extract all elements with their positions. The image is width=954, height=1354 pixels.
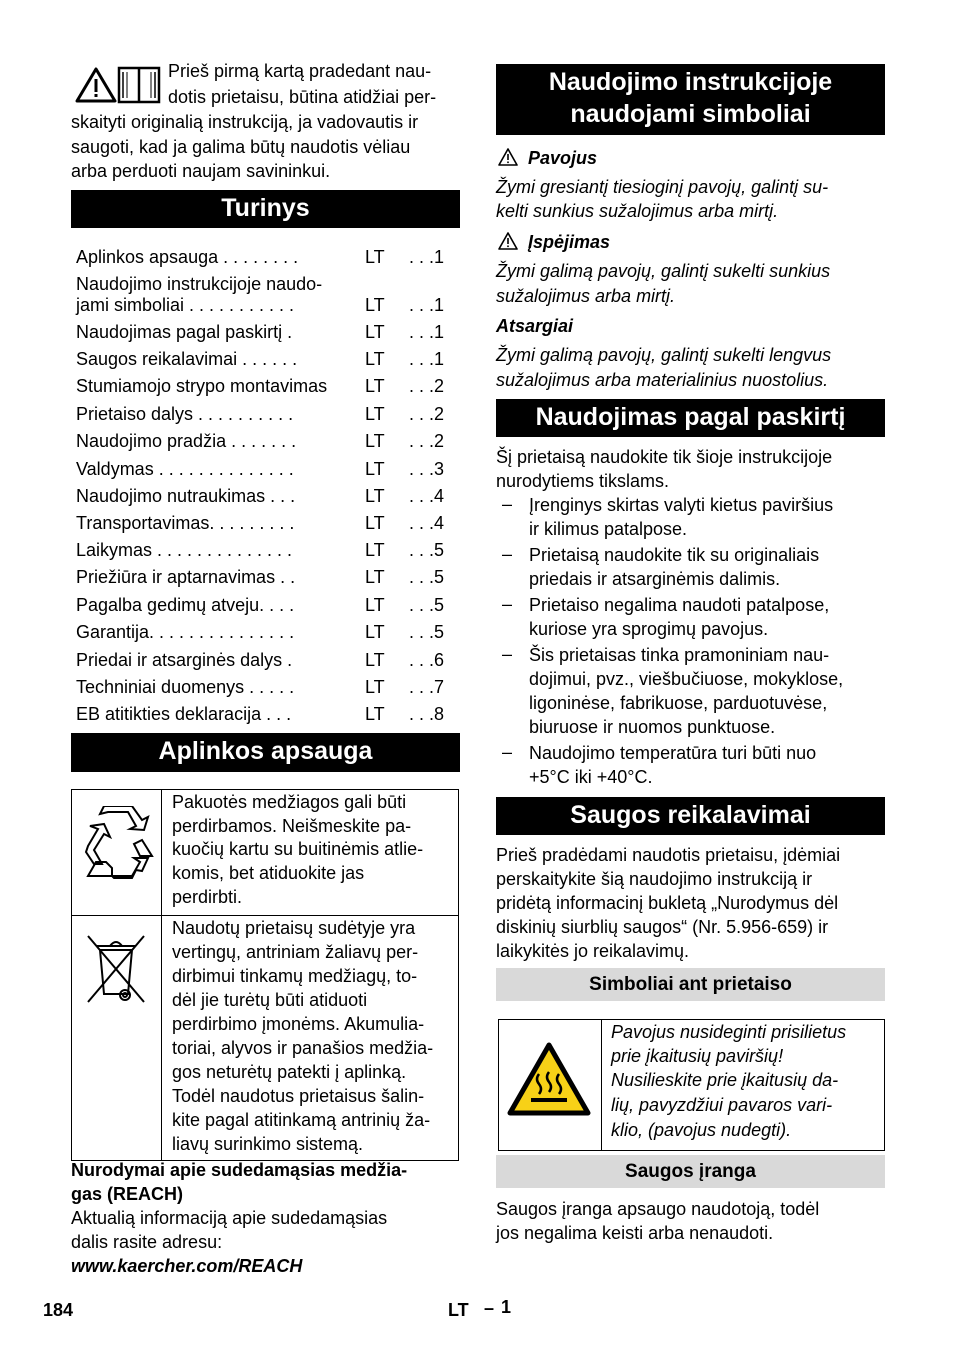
reach-title: Nurodymai apie sudedamąsias medžia- bbox=[71, 1160, 408, 1180]
toc-page: . . .3 bbox=[409, 459, 445, 479]
safety-intro: diskinių siurblių saugos“ (Nr. 5.956-659) ir bbox=[496, 917, 829, 937]
toc-page: . . .1 bbox=[409, 322, 445, 342]
list-bullet: – bbox=[502, 494, 513, 514]
intro-line: Prieš pirmą kartą pradedant nau- bbox=[168, 61, 432, 81]
warning-label: Įspėjimas bbox=[528, 232, 611, 252]
danger-label: Pavojus bbox=[528, 148, 598, 168]
toc-title: EB atitikties deklaracija . . . bbox=[76, 704, 292, 724]
toc-lang: LT bbox=[365, 247, 385, 267]
warning-triangle-icon bbox=[75, 67, 117, 103]
list-bullet: – bbox=[502, 594, 513, 614]
toc-row[interactable] bbox=[76, 401, 456, 428]
toc-title: Priedai ir atsarginės dalys . bbox=[76, 650, 293, 670]
toc-page: . . .2 bbox=[409, 431, 445, 451]
toc-page: . . .1 bbox=[409, 295, 445, 315]
toc-title: jami simboliai . . . . . . . . . . . bbox=[76, 295, 295, 315]
footer-separator: – bbox=[484, 1298, 495, 1318]
toc-row[interactable] bbox=[76, 701, 456, 728]
purpose-intro: Šį prietaisą naudokite tik šioje instrukcijoje bbox=[496, 447, 833, 467]
toc-row[interactable] bbox=[76, 346, 456, 373]
toc-title: Priežiūra ir aptarnavimas . . bbox=[76, 567, 296, 587]
hot-surface-warning-icon bbox=[507, 1042, 591, 1116]
toc-page: . . .6 bbox=[409, 650, 445, 670]
purpose-intro: nurodytiems tikslams. bbox=[496, 471, 670, 491]
safety-intro: Prieš pradėdami naudotis prietaisu, įdėmiai bbox=[496, 845, 841, 865]
intro-line: arba perduoti naujam savininkui. bbox=[71, 161, 331, 181]
danger-text: Žymi gresiantį tiesioginį pavojų, galintį su- bbox=[496, 177, 829, 197]
environment-heading: Aplinkos apsauga bbox=[71, 733, 460, 772]
symbols-heading-line: naudojami simboliai bbox=[570, 100, 811, 128]
env-text: dėl jie turėtų būti atiduoti bbox=[172, 990, 368, 1010]
toc-lang: LT bbox=[365, 376, 385, 396]
hot-text: prie įkaitusių paviršių! bbox=[611, 1046, 784, 1066]
toc-lang: LT bbox=[365, 595, 385, 615]
toc-page: . . .1 bbox=[409, 349, 445, 369]
toc-row[interactable] bbox=[76, 373, 456, 400]
purpose-item: Naudojimo temperatūra turi būti nuo bbox=[529, 743, 817, 763]
env-text: kuočių kartu su buitinėmis atlie- bbox=[172, 839, 424, 859]
intro-line: saugoti, kad ja galima būtų naudotis vėliau bbox=[71, 137, 411, 157]
purpose-item: biuruose ir nuomos punktuose. bbox=[529, 717, 776, 737]
toc-page: . . .5 bbox=[409, 567, 445, 587]
safety-heading: Saugos reikalavimai bbox=[496, 797, 885, 835]
caution-label: Atsargiai bbox=[496, 316, 574, 336]
toc-page: . . .5 bbox=[409, 595, 445, 615]
toc-page: . . .7 bbox=[409, 677, 445, 697]
reach-text: dalis rasite adresu: bbox=[71, 1232, 223, 1252]
toc-page: . . .8 bbox=[409, 704, 445, 724]
toc-title: Naudojimas pagal paskirtį . bbox=[76, 322, 293, 342]
toc-lang: LT bbox=[365, 431, 385, 451]
toc-row[interactable] bbox=[76, 647, 456, 674]
list-bullet: – bbox=[502, 644, 513, 664]
hot-text: Pavojus nusideginti prisilietus bbox=[611, 1022, 847, 1042]
toc-title: Naudojimo instrukcijoje naudo- bbox=[76, 274, 323, 294]
purpose-item: Šis prietaisas tinka pramoniniam nau- bbox=[529, 645, 830, 665]
toc-heading: Turinys bbox=[71, 190, 460, 228]
toc-title: Garantija. . . . . . . . . . . . . . . bbox=[76, 622, 295, 642]
toc-page: . . .1 bbox=[409, 247, 445, 267]
list-bullet: – bbox=[502, 544, 513, 564]
env-text: perdirbamos. Neišmeskite pa- bbox=[172, 816, 412, 836]
toc-row[interactable] bbox=[76, 456, 456, 483]
purpose-item: Prietaiso negalima naudoti patalpose, bbox=[529, 595, 830, 615]
purpose-item: priedais ir atsarginėmis dalimis. bbox=[529, 569, 781, 589]
toc-row[interactable] bbox=[76, 483, 456, 510]
caution-text: sužalojimus arba materialinius nuostolius. bbox=[496, 370, 829, 390]
hot-text: Nusilieskite prie įkaitusių da- bbox=[611, 1070, 839, 1090]
environment-table bbox=[71, 789, 459, 1161]
purpose-item: Įrenginys skirtas valyti kietus paviršius bbox=[529, 495, 834, 515]
danger-text: kelti sunkius sužalojimus arba mirtį. bbox=[496, 201, 779, 221]
toc-page: . . .2 bbox=[409, 376, 445, 396]
env-text: kite pagal atitinkamą antrinių ža- bbox=[172, 1110, 431, 1130]
list-bullet: – bbox=[502, 742, 513, 762]
toc-row[interactable] bbox=[76, 428, 456, 455]
equipment-text: Saugos įranga apsaugo naudotoją, todėl bbox=[496, 1199, 820, 1219]
toc-lang: LT bbox=[365, 704, 385, 724]
purpose-item: ir kilimus patalpose. bbox=[529, 519, 688, 539]
warning-triangle-icon bbox=[498, 232, 518, 250]
toc-lang: LT bbox=[365, 322, 385, 342]
env-text: Pakuotės medžiagos gali būti bbox=[172, 792, 407, 812]
toc-row[interactable] bbox=[76, 319, 456, 346]
hot-text: klio, (pavojus nudegti). bbox=[611, 1120, 792, 1140]
safety-intro: pridėtą informacinį bukletą „Nurodymus dėl bbox=[496, 893, 839, 913]
toc-page: . . .4 bbox=[409, 486, 445, 506]
toc-page: . . .5 bbox=[409, 540, 445, 560]
toc-row[interactable] bbox=[76, 619, 456, 646]
reach-text: Aktualią informaciją apie sudedamąsias bbox=[71, 1208, 388, 1228]
toc-lang: LT bbox=[365, 349, 385, 369]
equipment-text: jos negalima keisti arba nenaudoti. bbox=[496, 1223, 774, 1243]
purpose-item: dojimui, pvz., viešbučiuose, mokyklose, bbox=[529, 669, 844, 689]
toc-row[interactable] bbox=[76, 592, 456, 619]
toc-lang: LT bbox=[365, 295, 385, 315]
env-text: Todėl naudotus prietaisus šalin- bbox=[172, 1086, 425, 1106]
env-text: komis, bet atiduokite jas bbox=[172, 863, 365, 883]
caution-text: Žymi galimą pavojų, galintį sukelti lengvus bbox=[496, 345, 832, 365]
toc-title: Aplinkos apsauga . . . . . . . . bbox=[76, 247, 299, 267]
env-text: perdirbti. bbox=[172, 887, 243, 907]
reach-url-link[interactable]: www.kaercher.com/REACH bbox=[71, 1256, 303, 1276]
toc-row[interactable] bbox=[76, 244, 456, 271]
recycle-icon bbox=[82, 806, 154, 880]
crossed-out-bin-icon bbox=[84, 932, 148, 1008]
toc-lang: LT bbox=[365, 540, 385, 560]
env-text: perdirbimo įmonėms. Akumulia- bbox=[172, 1014, 425, 1034]
toc-page: . . .4 bbox=[409, 513, 445, 533]
hot-text: lių, pavyzdžiui pavaros vari- bbox=[611, 1095, 833, 1115]
warning-text: sužalojimus arba mirtį. bbox=[496, 286, 676, 306]
toc-title: Stumiamojo strypo montavimas bbox=[76, 376, 328, 396]
env-text: toriai, alyvos ir panašios medžia- bbox=[172, 1038, 434, 1058]
toc-lang: LT bbox=[365, 486, 385, 506]
toc-row[interactable] bbox=[76, 292, 456, 319]
warning-triangle-icon bbox=[498, 148, 518, 166]
toc-page: . . .5 bbox=[409, 622, 445, 642]
device-symbols-subheading: Simboliai ant prietaiso bbox=[496, 968, 885, 1001]
toc-title: Laikymas . . . . . . . . . . . . . . bbox=[76, 540, 293, 560]
toc-lang: LT bbox=[365, 404, 385, 424]
toc-row[interactable] bbox=[76, 510, 456, 537]
toc-title: Naudojimo nutraukimas . . . bbox=[76, 486, 296, 506]
toc-title: Valdymas . . . . . . . . . . . . . . bbox=[76, 459, 294, 479]
purpose-item: kuriose yra sprogimų pavojus. bbox=[529, 619, 769, 639]
toc-title: Saugos reikalavimai . . . . . . bbox=[76, 349, 298, 369]
safety-intro: perskaitykite šią naudojimo instrukciją ir bbox=[496, 869, 813, 889]
symbols-heading bbox=[496, 64, 885, 135]
manual-book-icon bbox=[117, 66, 161, 104]
toc-lang: LT bbox=[365, 459, 385, 479]
toc-lang: LT bbox=[365, 567, 385, 587]
toc-page: . . .2 bbox=[409, 404, 445, 424]
env-text: Naudotų prietaisų sudėtyje yra bbox=[172, 918, 416, 938]
warning-text: Žymi galimą pavojų, galintį sukelti sunkius bbox=[496, 261, 831, 281]
hot-surface-table bbox=[498, 1019, 885, 1151]
toc-lang: LT bbox=[365, 677, 385, 697]
footer-lang: LT bbox=[448, 1300, 469, 1320]
purpose-item: ligoninėse, fabrikuose, parduotuvėse, bbox=[529, 693, 828, 713]
intro-line: skaityti originalią instrukciją, ja vadovautis ir bbox=[71, 112, 419, 132]
toc-row[interactable] bbox=[76, 537, 456, 564]
toc-lang: LT bbox=[365, 622, 385, 642]
footer-section-page: 1 bbox=[501, 1297, 512, 1317]
purpose-heading: Naudojimas pagal paskirtį bbox=[496, 399, 885, 437]
safety-equipment-subheading: Saugos įranga bbox=[496, 1155, 885, 1188]
symbols-heading-line: Naudojimo instrukcijoje bbox=[548, 68, 833, 96]
env-text: vertingų, antriniam žaliavų per- bbox=[172, 942, 419, 962]
safety-intro: laikykitės jo reikalavimų. bbox=[496, 941, 690, 961]
toc-lang: LT bbox=[365, 513, 385, 533]
intro-line: dotis prietaisu, būtina atidžiai per- bbox=[168, 87, 437, 107]
toc-row[interactable] bbox=[76, 564, 456, 591]
toc-row[interactable] bbox=[76, 674, 456, 701]
page-number: 184 bbox=[43, 1300, 74, 1320]
toc-title: Transportavimas. . . . . . . . . bbox=[76, 513, 295, 533]
toc-lang: LT bbox=[365, 650, 385, 670]
purpose-item: +5°C iki +40°C. bbox=[529, 767, 653, 787]
toc-title: Prietaiso dalys . . . . . . . . . . bbox=[76, 404, 294, 424]
purpose-item: Prietaisą naudokite tik su originaliais bbox=[529, 545, 820, 565]
env-text: gos neturėtų patekti į aplinką. bbox=[172, 1062, 407, 1082]
toc-title: Naudojimo pradžia . . . . . . . bbox=[76, 431, 297, 451]
toc-title: Techniniai duomenys . . . . . bbox=[76, 677, 295, 697]
reach-title: gas (REACH) bbox=[71, 1184, 184, 1204]
toc-title: Pagalba gedimų atveju. . . . bbox=[76, 595, 295, 615]
env-text: liavų surinkimo sistemą. bbox=[172, 1134, 364, 1154]
env-text: dirbimui tinkamų medžiagų, to- bbox=[172, 966, 418, 986]
